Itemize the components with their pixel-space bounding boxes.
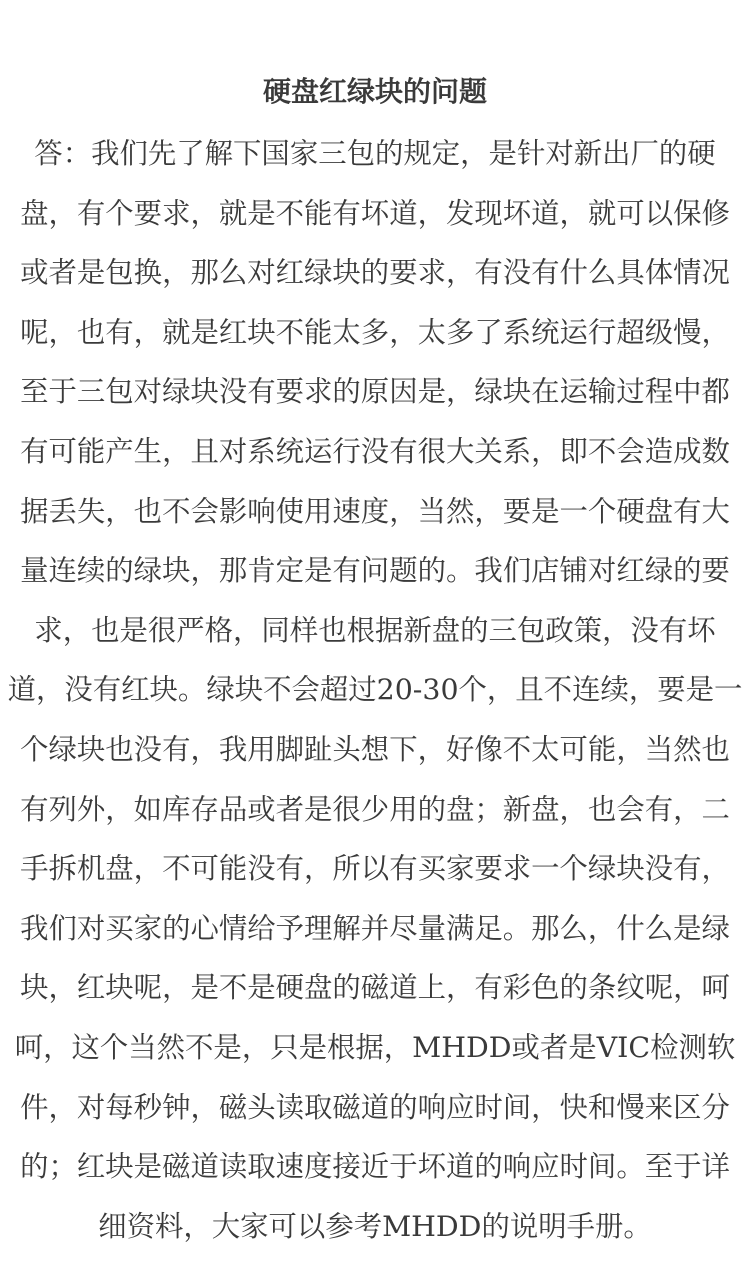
body-line: 量连续的绿块，那肯定是有问题的。我们店铺对红绿的要 <box>20 554 730 588</box>
body-line: 个绿块也没有，我用脚趾头想下，好像不太可能，当然也 <box>20 732 730 766</box>
body-line: 有列外，如库存品或者是很少用的盘；新盘，也会有，二 <box>20 792 730 826</box>
document-title: 硬盘红绿块的问题 <box>262 75 487 108</box>
body-line: 据丢失，也不会影响使用速度，当然，要是一个硬盘有大 <box>20 494 730 528</box>
body-line: 手拆机盘，不可能没有，所以有买家要求一个绿块没有， <box>20 852 730 886</box>
body-line: 块，红块呢，是不是硬盘的磁道上，有彩色的条纹呢，呵 <box>20 971 730 1005</box>
body-line: 盘，有个要求，就是不能有坏道，发现坏道，就可以保修 <box>20 196 730 230</box>
body-line: 的；红块是磁道读取速度接近于坏道的响应时间。至于详 <box>20 1150 730 1184</box>
body-line: 有可能产生，且对系统运行没有很大关系，即不会造成数 <box>20 434 730 468</box>
body-line: 或者是包换，那么对红绿块的要求，有没有什么具体情况 <box>20 256 730 290</box>
body-line: 件，对每秒钟，磁头读取磁道的响应时间，快和慢来区分 <box>20 1090 730 1124</box>
body-line: 呵，这个当然不是，只是根据，MHDD或者是VIC检测软 <box>14 1030 736 1064</box>
body-line: 求，也是很严格，同样也根据新盘的三包政策，没有坏 <box>34 613 716 647</box>
body-line: 我们对买家的心情给予理解并尽量满足。那么，什么是绿 <box>20 911 730 945</box>
body-line: 细资料，大家可以参考MHDD的说明手册。 <box>98 1209 652 1243</box>
body-line: 呢，也有，就是红块不能太多，太多了系统运行超级慢， <box>20 315 730 349</box>
body-line: 道，没有红块。绿块不会超过20-30个，且不连续，要是一 <box>7 673 743 707</box>
body-line: 至于三包对绿块没有要求的原因是，绿块在运输过程中都 <box>20 375 730 409</box>
document-body <box>0 124 750 1256</box>
body-line: 答：我们先了解下国家三包的规定，是针对新出厂的硬 <box>34 137 716 170</box>
